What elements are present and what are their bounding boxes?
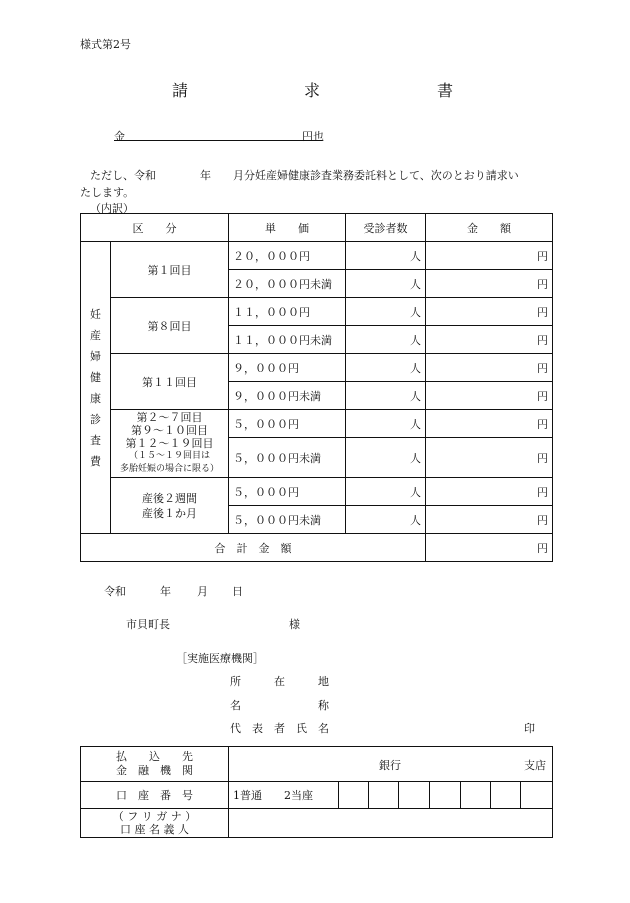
count-cell[interactable]: 人 — [346, 506, 426, 534]
price-cell: ９，０００円 — [229, 354, 346, 382]
date-era: 令和 — [104, 585, 126, 598]
breakdown-table — [80, 213, 553, 562]
amount-cell[interactable]: 円 — [426, 478, 553, 506]
amount-label: 金 — [114, 130, 125, 143]
account-number-label: 口 座 番 号 — [81, 782, 229, 809]
institution-address-label: 所 在 地 — [230, 675, 329, 688]
account-digit[interactable] — [491, 782, 521, 809]
count-cell[interactable]: 人 — [346, 242, 426, 270]
payment-dest-label: 払 込 先 金 融 機 関 — [81, 747, 229, 782]
title-char-2: 求 — [304, 81, 321, 100]
mayor-honorific: 様 — [289, 618, 300, 631]
header-jushin: 受診者数 — [346, 214, 426, 242]
header-kubun: 区 分 — [81, 214, 229, 242]
amount-unit: 円也 — [302, 130, 324, 143]
header-tanka: 単 価 — [229, 214, 346, 242]
count-cell[interactable]: 人 — [346, 326, 426, 354]
amount-cell[interactable]: 円 — [426, 298, 553, 326]
date-year: 年 — [160, 585, 171, 598]
category-label: 妊 産 婦 健 康 診 査 費 — [81, 242, 111, 534]
amount-cell[interactable]: 円 — [426, 326, 553, 354]
breakdown-label: （内訳） — [90, 202, 134, 215]
price-cell: ９，０００円未満 — [229, 382, 346, 410]
date-month: 月 — [197, 585, 208, 598]
count-cell[interactable]: 人 — [346, 478, 426, 506]
branch-label: 支店 — [524, 759, 546, 772]
date-day: 日 — [232, 585, 243, 598]
price-cell: ５，０００円 — [229, 410, 346, 438]
amount-cell[interactable]: 円 — [426, 438, 553, 478]
body-text-line1: ただし、令和 年 月分妊産婦健康診査業務委託料として、次のとおり請求い — [90, 169, 519, 182]
account-type[interactable]: 1普通 2当座 — [229, 782, 339, 809]
account-holder-field[interactable] — [229, 809, 553, 838]
institution-header: ［実施医療機関］ — [176, 652, 264, 665]
account-digit[interactable] — [430, 782, 461, 809]
total-label: 合 計 金 額 — [81, 534, 426, 562]
form-number: 様式第2号 — [80, 38, 131, 51]
group-label: 第１回目 — [111, 242, 229, 298]
institution-name-label: 名 称 — [230, 699, 329, 712]
count-cell[interactable]: 人 — [346, 298, 426, 326]
amount-cell[interactable]: 円 — [426, 410, 553, 438]
amount-cell[interactable]: 円 — [426, 242, 553, 270]
payment-table — [80, 746, 553, 838]
title-char-1: 請 — [172, 81, 189, 100]
seal-mark: 印 — [524, 722, 535, 735]
amount-cell[interactable]: 円 — [426, 506, 553, 534]
count-cell[interactable]: 人 — [346, 382, 426, 410]
price-cell: ２０，０００円未満 — [229, 270, 346, 298]
amount-line[interactable] — [114, 140, 322, 141]
account-digit[interactable] — [461, 782, 491, 809]
price-cell: １１，０００円未満 — [229, 326, 346, 354]
price-cell: １１，０００円 — [229, 298, 346, 326]
count-cell[interactable]: 人 — [346, 410, 426, 438]
institution-rep-label: 代 表 者 氏 名 — [230, 722, 329, 735]
account-digit[interactable] — [339, 782, 369, 809]
group-label-multi: 第２～７回目 第９～１０回目 第１２～１９回目 （１５～１９回目は 多胎妊娠の場合に限る） — [111, 410, 229, 478]
total-amount[interactable]: 円 — [426, 534, 553, 562]
bank-label: 銀行 — [379, 759, 401, 772]
account-digit[interactable] — [399, 782, 430, 809]
group-label: 第８回目 — [111, 298, 229, 354]
title-char-3: 書 — [437, 81, 454, 100]
price-cell: ５，０００円未満 — [229, 438, 346, 478]
group-label-postpartum: 産後２週間 産後１か月 — [111, 478, 229, 534]
account-digit[interactable] — [369, 782, 399, 809]
account-digit[interactable] — [521, 782, 553, 809]
price-cell: ５，０００円未満 — [229, 506, 346, 534]
amount-cell[interactable]: 円 — [426, 354, 553, 382]
amount-cell[interactable]: 円 — [426, 270, 553, 298]
count-cell[interactable]: 人 — [346, 438, 426, 478]
bank-field[interactable] — [229, 747, 553, 782]
price-cell: ２０，０００円 — [229, 242, 346, 270]
account-holder-label: （ フ リ ガ ナ ） 口 座 名 義 人 — [81, 809, 229, 838]
mayor-name: 市貝町長 — [126, 618, 170, 631]
count-cell[interactable]: 人 — [346, 354, 426, 382]
price-cell: ５，０００円 — [229, 478, 346, 506]
amount-cell[interactable]: 円 — [426, 382, 553, 410]
header-kingaku: 金 額 — [426, 214, 553, 242]
count-cell[interactable]: 人 — [346, 270, 426, 298]
group-label: 第１１回目 — [111, 354, 229, 410]
body-text-line2: たします。 — [80, 186, 135, 199]
